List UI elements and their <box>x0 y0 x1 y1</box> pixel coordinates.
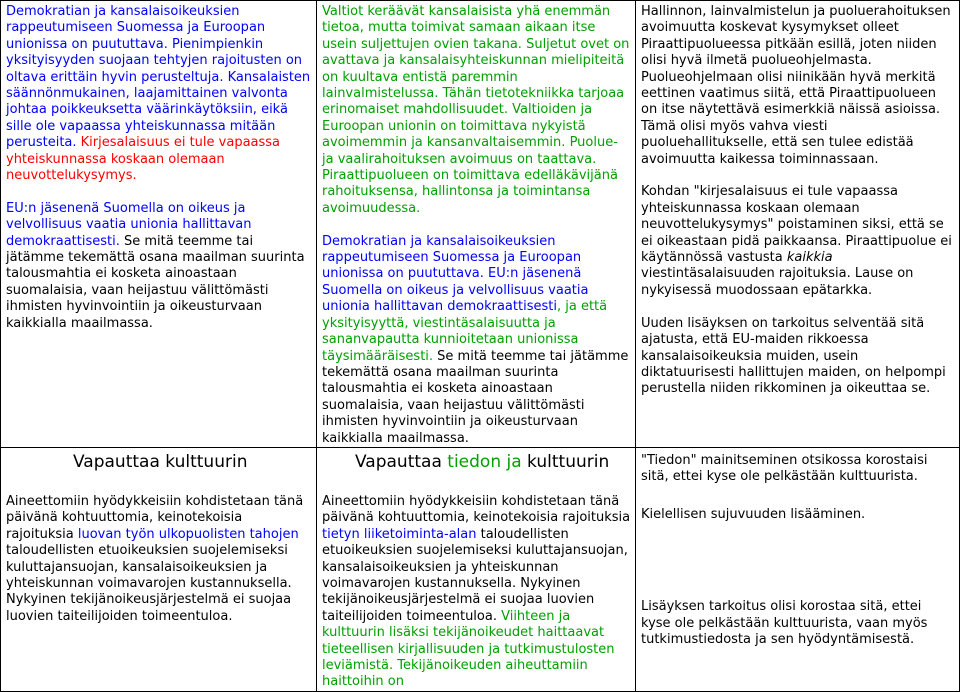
section-heading <box>322 451 631 473</box>
paragraph: Lisäyksen tarkoitus olisi korostaa sitä, ettei kyse ole pelkästään kulttuurista, vaan myös tutkimustiedosta ja sen hyödyntämisestä. <box>641 599 928 647</box>
paragraph <box>641 184 955 299</box>
text-span: Se mitä teemme tai jätämme tekemättä osana maailman suurinta talousmahtia ei kosketa ainoastaan suomalaisia, vaan heijastuu välittömästi ihmisten hyvinvointiin ja oikeusturvaan kaikkialla maailmassa. <box>6 233 305 331</box>
added-text: , ja että yksityisyyttä, viestintäsalaisuutta ja sananvapautta kunnioitetaan unionissa täysimääräisesti. <box>322 299 608 364</box>
paragraph: "Tiedon" mainitseminen otsikossa korostaisi sitä, ettei kyse ole pelkästään kulttuurista. <box>641 452 928 485</box>
rationale-cell <box>636 1 960 448</box>
paragraph <box>6 494 312 625</box>
paragraph <box>6 201 312 332</box>
added-text: Viihteen ja kulttuurin lisäksi tekijänoikeudet haittaavat tieteellisen kirjallisuuden ja tutkimustulosten leviämistä. Tekijänoikeuden aiheuttamiin haittoihin on <box>322 608 615 690</box>
text-span: Puolue- ja vaalirahoituksen avoimuus on taattava. <box>322 135 618 167</box>
text-span: kulttuurin <box>521 451 610 472</box>
proposed-text-cell <box>317 1 636 448</box>
text-span: taloudellisten etuoikeuksien suojelemiseksi kuluttajansuojan, kansalaisoikeuksien ja yhteiskunnan voimavarojen kustannuksella. Nykyinen tekijänoikeusjärjestelmä ei suojaa luovien taiteilijoiden toimeentuloa. <box>6 543 292 624</box>
text-span: Demokratian ja kansalaisoikeuksien rappeutumiseen Suomessa ja Euroopan unionissa on puututtava. Pienimpienkin yksityisyyden suojaan tehtyjen rajoitusten on oltava erittäin hyvin perusteltuja. <box>6 4 303 85</box>
removed-text: Kirjesalaisuus ei tule vapaassa yhteiskunnassa koskaan olemaan neuvottelukysymys. <box>6 135 281 184</box>
paragraph: Hallinnon, lainvalmistelun ja puoluerahoituksen avoimuutta koskevat kysymykset olleet Piraattipuolueessa pitkään esillä, joten niiden olisi hyvä ilmetä puolueohjelmasta. Puolueohjelmaan olisi niinikään hyvä merkitä eettinen vaatimus siitä, että Piraattipuolueen on itse näytettävä esimerkkiä näissä asioissa. Tämä olisi myös vahva viesti puoluehallitukselle, että sen tulee edistää avoimuutta kaikessa toiminnassaan. <box>641 4 951 167</box>
text-span: Vapauttaa <box>355 451 448 472</box>
text-span: Valtiot keräävät kansalaisista yhä enemmän tietoa, mutta toimivat samaan aikaan itse usein suljettujen ovien takana. <box>322 4 611 52</box>
paragraph <box>322 4 631 217</box>
text-span: Demokratian ja kansalaisoikeuksien rappeutumiseen Suomessa ja Euroopan unionissa on puututtava. EU:n jäsenenä Suomella on oikeus ja velvollisuus vaatia unionia hallittavan demokraattisesti <box>322 233 589 315</box>
text-span: EU:n jäsenenä Suomella on oikeus ja velvollisuus vaatia unionia hallittavan demokraattisesti. <box>6 200 252 249</box>
original-text-cell <box>1 447 317 691</box>
original-text-cell <box>1 1 317 448</box>
added-text: tiedon ja <box>447 451 522 472</box>
table-row <box>1 1 960 448</box>
rationale-cell <box>636 447 960 691</box>
paragraph: Kielellisen sujuvuuden lisääminen. <box>641 506 866 522</box>
text-span: Tähän tietotekniikka tarjoaa erinomaiset mahdollisuudet. <box>322 86 625 118</box>
section-heading: Vapauttaa kulttuurin <box>73 451 248 472</box>
text-span: Kohdan "kirjesalaisuus ei tule vapaassa yhteiskunnassa koskaan olemaan neuvottelukysymys" poistaminen siksi, että se ei oikeastaan pidä paikkaansa. Piraattipuolue ei käytännössä vastusta <box>641 184 952 266</box>
text-span: taloudellisten etuoikeuksien suojelemiseksi kuluttajansuojan, kansalaisoikeuksien ja yhteiskunnan voimavarojen kustannuksella. Nykyinen tekijänoikeusjärjestelmä ei suojaa luovien taiteilijoiden toimeentuloa. <box>322 526 628 624</box>
text-span: viestintäsalaisuuden rajoituksia. Lause on nykyisessä muodossaan epätarkka. <box>641 266 914 298</box>
proposed-text-cell <box>317 447 636 691</box>
paragraph <box>6 4 312 184</box>
text-span: Valtioiden ja Euroopan unionin on toimittava nykyistä avoimemmin ja kansanvaltaisemmin. <box>322 102 593 151</box>
paragraph <box>322 494 631 691</box>
paragraph: Uuden lisäyksen on tarkoitus selventää sitä ajatusta, että EU-maiden rikkoessa kansalaisoikeuksia muiden, usein diktatuurisesti hallittujen maiden, on helpompi perustella niiden rikkominen ja oikeuttaa se. <box>641 315 946 397</box>
text-span: Kansalaisten säännönmukainen, laajamittainen valvonta johtaa poikkeuksetta väärinkäytöksiin, eikä sille ole vapaassa yhteiskunnassa mitään perusteita. <box>6 69 311 151</box>
text-span: Piraattipuolueen on toimittava edelläkävijänä rahoituksensa, hallintonsa ja toimintansa avoimuudessa. <box>322 168 618 216</box>
text-span: Se mitä teemme tai jätämme tekemättä osana maailman suurinta talousmahtia ei kosketa ainoastaan suomalaisia, vaan heijastuu välittömästi ihmisten hyvinvointiin ja oikeusturvaan kaikkialla maailmassa. <box>322 348 629 446</box>
text-span: Aineettomiin hyödykkeisiin kohdistetaan tänä päivänä kohtuuttomia, keinotekoisia rajoituksia <box>6 493 304 542</box>
text-span: tietyn liiketoiminta-alan <box>322 526 477 542</box>
italic-text: kaikkia <box>786 250 833 266</box>
paragraph <box>322 234 631 447</box>
table-row <box>1 447 960 691</box>
text-span: luovan työn ulkopuolisten tahojen <box>77 526 299 542</box>
text-span: Aineettomiin hyödykkeisiin kohdistetaan tänä päivänä kohtuuttomia, keinotekoisia rajoituksia <box>322 493 631 526</box>
text-span: Suljetut ovet on avattava ja kansalaisyhteiskunnan mielipiteitä on kuultava entistä paremmin lainvalmistelussa. <box>322 36 630 102</box>
